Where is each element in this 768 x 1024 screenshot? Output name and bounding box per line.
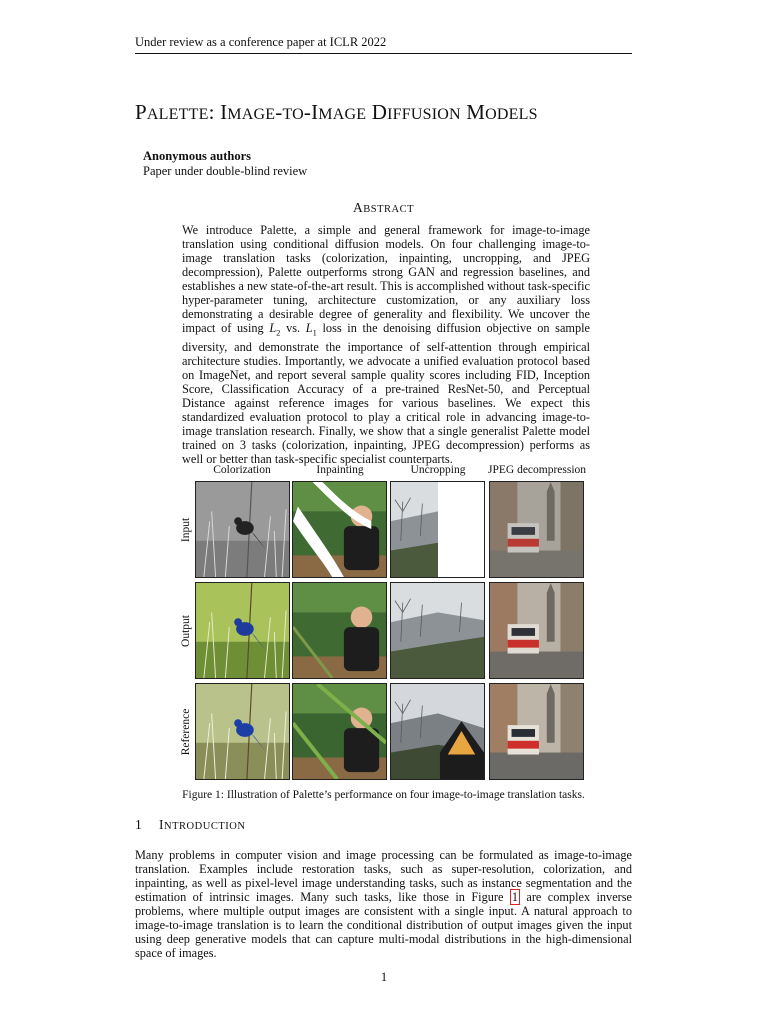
image-inpainting-output — [292, 582, 387, 679]
column-header-uncropping: Uncropping — [410, 464, 466, 476]
image-uncropping-output — [390, 582, 485, 679]
row-label-output: Output — [180, 614, 192, 647]
figure-caption: Figure 1: Illustration of Palette’s performance on four image-to-image translation tasks. — [182, 789, 585, 801]
column-header-inpainting: Inpainting — [316, 464, 364, 476]
section-number: 1 — [135, 817, 143, 832]
section-heading — [135, 817, 245, 833]
paper-title: PALETTE: IMAGE-TO-IMAGE DIFFUSION MODELS — [135, 100, 538, 124]
image-jpeg-reference — [489, 683, 584, 780]
image-inpainting-input — [292, 481, 387, 578]
figure-reference-link[interactable]: 1 — [511, 890, 518, 905]
abstract-heading: ABSTRACT — [352, 200, 415, 215]
figure-1 — [175, 464, 595, 784]
introduction-text — [135, 848, 632, 960]
page-number: 1 — [380, 970, 388, 984]
image-colorization-output — [195, 582, 290, 679]
column-header-colorization: Colorization — [213, 464, 271, 476]
section-title: INTRODUCTION — [159, 817, 246, 832]
row-label-reference: Reference — [180, 708, 192, 755]
row-label-input: Input — [180, 517, 192, 542]
image-uncropping-reference — [390, 683, 485, 780]
column-header-jpeg: JPEG decompression — [488, 464, 587, 476]
author-name: Anonymous authors — [143, 149, 252, 163]
image-inpainting-reference — [292, 683, 387, 780]
author-affiliation: Paper under double-blind review — [143, 164, 308, 178]
intro-text-part-2: are complex inverse problems, where multiple output images are consistent with a single input. A natural approach to image-to-image translation is to learn the conditional distribution of output images given the input using deep generative models that can capture multi-modal distributions in the high-dimensional space of images. — [135, 890, 632, 961]
image-jpeg-output — [489, 582, 584, 679]
image-jpeg-input — [489, 481, 584, 578]
author-block — [143, 149, 307, 179]
intro-text-part-1: Many problems in computer vision and image processing can be formulated as image-to-image translation. Examples include restoration tasks, such as super-resolution, colorization, and inpainting, as well as pixel-level image understanding tasks, such as instance segmentation and the estimation of intrinsic images. Many such tasks, like those in Figure — [135, 848, 632, 905]
image-uncropping-input — [390, 481, 485, 578]
image-colorization-input — [195, 481, 290, 578]
running-header: Under review as a conference paper at ICLR 2022 — [135, 35, 632, 54]
abstract-text: We introduce Palette, a simple and general framework for image-to-image translation using conditional diffusion models. On four challenging image-to-image translation tasks (colorization, inpainting, uncropping, and JPEG decompression), Palette outperforms strong GAN and regression baselines, and establishes a new state-of-the-art result. This is accomplished without task-specific hyper-parameter tuning, architecture customization, or any auxiliary loss demonstrating a desirable degree of generality and flexibility. We uncover the impact of using $L_2$ vs. $L_1$ loss in the denoising diffusion objective on sample diversity, and demonstrate the importance of self-attention through empirical architecture studies. Importantly, we advocate a unified evaluation protocol based on ImageNet, and report several sample quality scores including FID, Inception Score, Classification Accuracy of a pre-trained ResNet-50, and Perceptual Distance against reference images for various baselines. We expect this standardized evaluation protocol to play a critical role in advancing image-to-image translation research. Finally, we show that a single generalist Palette model trained on 3 tasks (colorization, inpainting, JPEG decompression) performs as well or better than task-specific specialist counterparts. — [182, 223, 591, 467]
image-colorization-reference — [195, 683, 290, 780]
